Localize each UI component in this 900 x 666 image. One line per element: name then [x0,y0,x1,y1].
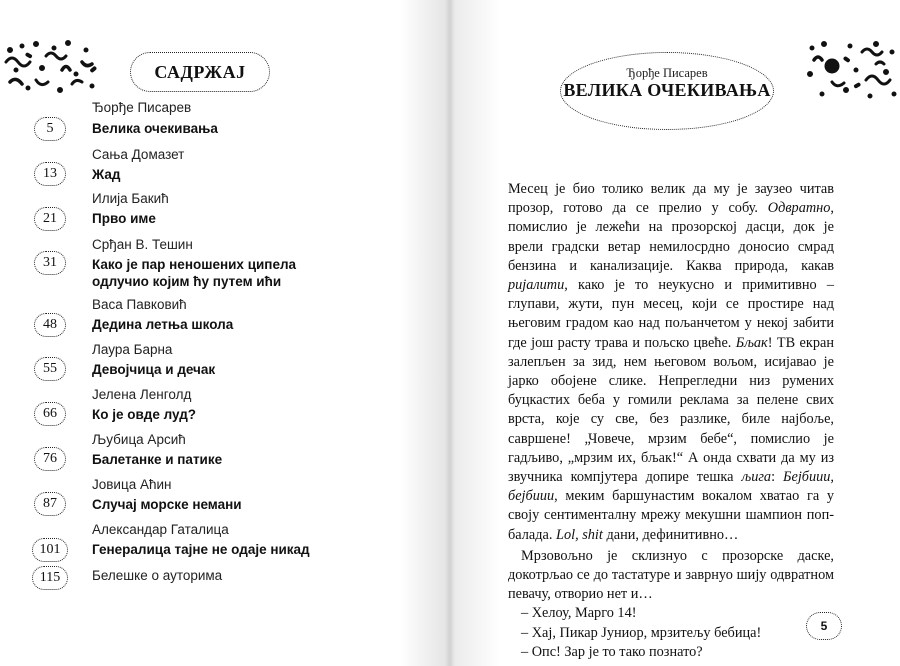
toc-page-number: 115 [32,566,68,590]
toc-story-title: Случај морске немани [92,497,242,512]
toc-author: Ђорђе Писарев [92,100,192,115]
toc-story-title: одлучио којим ћу путем ићи [92,274,282,289]
toc-story-title: Генералица тајне не одаје никад [92,542,310,557]
toc-story-title: Девојчица и дечак [92,362,216,377]
story-author: Ђорђе Писарев [626,66,708,80]
paragraph: Месец је био толико велик да му је заузео читав прозор, готово да се прелио у собу. Одвратно, помислио је лежећи на прозорској дасци, док је врели градски ветар немилосрдно доносио смрад бензина и канализације. Каква природа, какав ријалити, како је то неукусно и примитивно – глупави, жути, пун месец, који се простире над његовим градом као над пољанчетом у некој забити где још расту трава и пољско цвеће. Бљак! ТВ екран залепљен за зид, нем његовом вољом, исијавао је јарко обојене слике. Непрегледни низ румених буцкастих беба у гомили реклама за пелене свих врста, које су све, без разлике, биле најбоље, савршене! „Човече, мрзим бебе“, помислио је гадљиво, „мрзим их, бљак!“ А онда схвати да му из звучника компјутера допире тешка љига: Бејбиии, бејбиии, меким баршунастим вокалом хватао га у своју сентименталну мрежу мекушни шампион поп-балада. Lol, shit дани, дефинитивно… [508,181,835,543]
dialogue-line: – Опс! Зар је то тако познато? [521,643,703,660]
toc-page-number: 31 [34,251,66,275]
left-page [0,0,448,666]
page-number: 5 [806,612,842,640]
toc-page-number: 87 [34,492,66,516]
toc-author: Илија Бакић [92,191,169,206]
story-body [508,180,834,662]
toc-story-title: Ко је овде луд? [92,407,197,422]
toc-author: Срђан В. Тешин [92,237,193,252]
confetti-ornament-icon [2,40,102,96]
toc-story-title: Дедина летња школа [92,317,234,332]
toc-page-number: 13 [34,162,66,186]
toc-author: Сања Домазет [92,147,185,162]
toc-page-number: 21 [34,207,66,231]
dialogue-line: – Хелоу, Марго 14! [521,605,637,622]
toc-page-number: 55 [34,357,66,381]
toc-author: Љубица Арсић [92,432,186,447]
paragraph: Мрзовољно је склизнуо с прозорске даске, докотрљао се до тастатуре и заврнуо шију одвратном певачу, отворио нет и… [508,547,834,603]
toc-author: Васа Павковић [92,297,187,312]
toc-author: Лаура Барна [92,342,173,357]
toc-story-title: Прво име [92,211,156,226]
confetti-ornament-icon [806,40,898,104]
dialogue-line: – Хај, Пикар Јуниор, мрзитељу бебица! [521,624,762,641]
toc-story-title: Жад [92,167,121,182]
toc-notes-title: Белешке о ауторима [92,568,223,583]
toc-author: Јовица Аћин [92,477,172,492]
toc-story-title: Како је пар неношених ципела [92,257,297,272]
toc-heading: САДРЖАЈ [130,52,270,92]
toc-story-title: Велика очекивања [92,121,218,136]
toc-page-number: 66 [34,402,66,426]
story-title: ВЕЛИКА ОЧЕКИВАЊА [563,80,771,100]
toc-page-number: 76 [34,447,66,471]
toc-author: Александар Гаталица [92,522,229,537]
toc-author: Јелена Ленголд [92,387,192,402]
toc-page-number: 101 [32,538,68,562]
toc-page-number: 48 [34,313,66,337]
toc-page-number: 5 [34,117,66,141]
toc-story-title: Балетанке и патике [92,452,223,467]
